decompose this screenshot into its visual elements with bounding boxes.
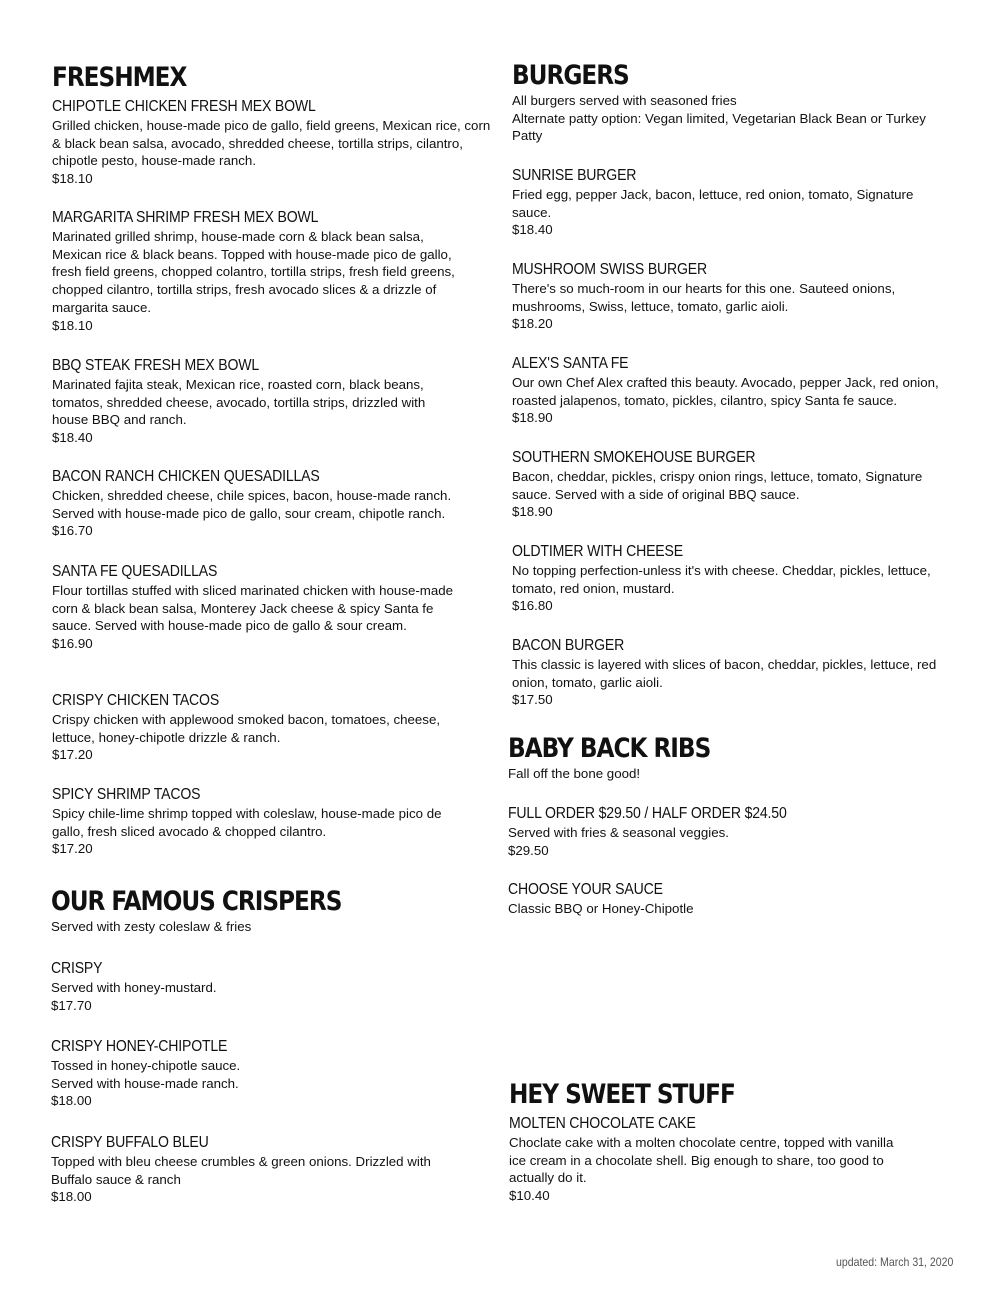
item-name: CRISPY CHICKEN TACOS (52, 692, 220, 709)
menu-item (52, 356, 452, 447)
item-price: $17.20 (52, 747, 93, 763)
item-description: Served with house-made ranch. (51, 1075, 239, 1091)
item-price: $18.20 (512, 316, 553, 332)
menu-item (52, 97, 502, 188)
menu-item (51, 1037, 501, 1110)
item-price: $16.70 (52, 523, 93, 539)
menu-item (512, 542, 952, 615)
item-name: OLDTIMER WITH CHEESE (512, 543, 683, 560)
item-name: CHOOSE YOUR SAUCE (508, 881, 663, 898)
item-price: $16.90 (52, 636, 93, 652)
item-name: BACON BURGER (512, 637, 625, 654)
item-description: Our own Chef Alex crafted this beauty. Avocado, pepper Jack, red onion, roasted jalapenos, tomato, pickles, cilantro, spicy Santa fe sauce. (512, 375, 939, 408)
item-description: No topping perfection-unless it's with cheese. Cheddar, pickles, lettuce, tomato, red onion, mustard. (512, 563, 931, 596)
menu-item (508, 804, 958, 859)
crispers-section (51, 886, 501, 936)
freshmex-section (52, 62, 502, 94)
menu-item (512, 448, 942, 521)
item-description: Fried egg, pepper Jack, bacon, lettuce, red onion, tomato, Signature sauce. (512, 187, 914, 220)
item-description: Tossed in honey-chipotle sauce. (51, 1058, 241, 1073)
section-note: Alternate patty option: Vegan limited, Vegetarian Black Bean or Turkey Patty (512, 110, 926, 144)
menu-item (52, 691, 462, 764)
item-price: $18.90 (512, 504, 553, 520)
menu-item (512, 354, 960, 427)
section-title: OUR FAMOUS CRISPERS (51, 886, 342, 917)
item-description: Marinated grilled shrimp, house-made corn & black bean salsa, Mexican rice & black beans. Topped with house-made pico de gallo, fresh field greens, chopped colantro, tortilla strips, fresh field greens, chopped cilantro, tortilla strips, fresh avocado slices & a drizzle of margarita sauce. (52, 229, 455, 315)
item-description: Marinated fajita steak, Mexican rice, roasted corn, black beans, tomatos, shredded cheese, avocado, tortilla strips, drizzled with house BBQ and ranch. (52, 377, 426, 428)
item-price: $29.50 (508, 842, 549, 858)
item-name: SANTA FE QUESADILLAS (52, 563, 218, 580)
updated-date: updated: March 31, 2020 (836, 1255, 954, 1269)
section-title: BABY BACK RIBS (508, 733, 711, 764)
item-price: $18.10 (52, 171, 93, 187)
item-description: Bacon, cheddar, pickles, crispy onion rings, lettuce, tomato, Signature sauce. Served with a side of original BBQ sauce. (512, 469, 923, 502)
menu-item (52, 208, 462, 334)
item-price: $18.40 (512, 222, 553, 238)
item-description: There's so much-room in our hearts for this one. Sauteed onions, mushrooms, Swiss, lettuce, tomato, garlic aioli. (512, 281, 896, 314)
item-description: Served with honey-mustard. (51, 980, 217, 995)
item-name: MUSHROOM SWISS BURGER (512, 261, 708, 278)
menu-item (52, 562, 464, 653)
item-price: $18.00 (51, 1189, 92, 1205)
item-price: $10.40 (509, 1188, 550, 1204)
section-title: FRESHMEX (52, 62, 187, 93)
item-description: This classic is layered with slices of bacon, cheddar, pickles, lettuce, red onion, tomato, garlic aioli. (512, 657, 937, 690)
item-price: $16.80 (512, 598, 553, 614)
item-description: Flour tortillas stuffed with sliced marinated chicken with house-made corn & black bean salsa, Monterey Jack cheese & spicy Santa fe sauce. Served with house-made pico de gallo & sour cream. (52, 583, 454, 634)
item-price: $18.00 (51, 1093, 92, 1109)
item-price: $17.20 (52, 841, 93, 857)
menu-item (508, 880, 958, 918)
menu-item (51, 1133, 461, 1206)
item-description: Served with fries & seasonal veggies. (508, 825, 729, 840)
section-note: Served with zesty coleslaw & fries (51, 919, 252, 934)
item-description: Grilled chicken, house-made pico de gallo, field greens, Mexican rice, corn & black bean salsa, avocado, shredded cheese, tortilla strips, cilantro, chipotle pesto, house-made ranch. (52, 118, 491, 169)
menu-item (52, 785, 452, 858)
sweet-section (509, 1079, 959, 1111)
item-name: SPICY SHRIMP TACOS (52, 786, 201, 803)
item-price: $18.90 (512, 410, 553, 426)
burgers-section (512, 60, 957, 145)
item-price: $18.10 (52, 317, 93, 333)
item-description: Spicy chile-lime shrimp topped with coleslaw, house-made pico de gallo, fresh sliced avocado & chopped cilantro. (52, 806, 442, 839)
ribs-section (508, 733, 958, 783)
item-name: BACON RANCH CHICKEN QUESADILLAS (52, 468, 320, 485)
item-name: SOUTHERN SMOKEHOUSE BURGER (512, 449, 756, 466)
item-name: CRISPY BUFFALO BLEU (51, 1134, 209, 1151)
item-name: FULL ORDER $29.50 / HALF ORDER $24.50 (508, 805, 787, 822)
section-title: HEY SWEET STUFF (509, 1079, 735, 1110)
item-description: Crispy chicken with applewood smoked bacon, tomatoes, cheese, lettuce, honey-chipotle drizzle & ranch. (52, 712, 441, 745)
item-description: Chicken, shredded cheese, chile spices, bacon, house-made ranch. Served with house-made pico de gallo, sour cream, chipotle ranch. (52, 488, 452, 521)
item-description: Topped with bleu cheese crumbles & green onions. Drizzled with Buffalo sauce & ranch (51, 1154, 431, 1187)
section-note: All burgers served with seasoned fries (512, 93, 737, 108)
item-name: ALEX'S SANTA FE (512, 355, 629, 372)
menu-item (52, 467, 467, 540)
item-name: BBQ STEAK FRESH MEX BOWL (52, 357, 260, 374)
menu-item (51, 959, 501, 1014)
item-name: CRISPY (51, 960, 103, 977)
item-name: SUNRISE BURGER (512, 167, 637, 184)
item-name: CRISPY HONEY-CHIPOTLE (51, 1038, 228, 1055)
section-title: BURGERS (512, 60, 629, 91)
menu-item (512, 166, 932, 239)
item-name: MOLTEN CHOCOLATE CAKE (509, 1115, 696, 1132)
section-note: Fall off the bone good! (508, 766, 641, 781)
item-price: $18.40 (52, 430, 93, 446)
item-price: $17.50 (512, 692, 553, 708)
menu-item (512, 636, 952, 709)
menu-item (509, 1114, 894, 1205)
item-description: Classic BBQ or Honey-Chipotle (508, 901, 694, 916)
item-name: MARGARITA SHRIMP FRESH MEX BOWL (52, 209, 319, 226)
item-name: CHIPOTLE CHICKEN FRESH MEX BOWL (52, 98, 316, 115)
item-price: $17.70 (51, 997, 92, 1013)
item-description: Choclate cake with a molten chocolate centre, topped with vanilla ice cream in a chocolate shell. Big enough to share, too good to actually do it. (509, 1135, 894, 1186)
menu-item (512, 260, 922, 333)
